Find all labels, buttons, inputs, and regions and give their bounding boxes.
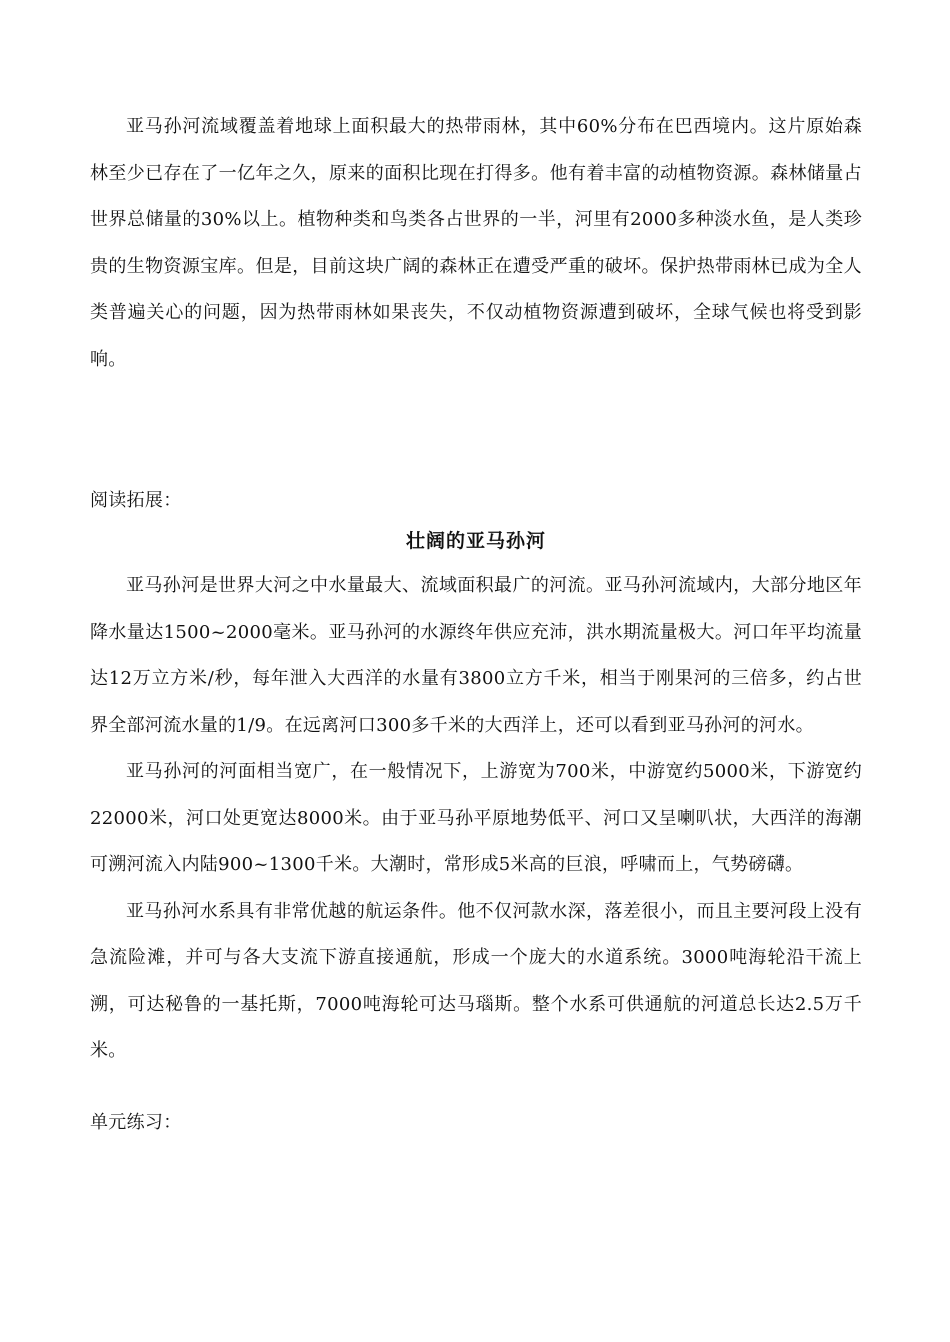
article-paragraph: 亚马孙河的河面相当宽广，在一般情况下，上游宽为700米，中游宽约5000米，下游宽约22000米，河口处更宽达8000米。由于亚马孙平原地势低平、河口又呈喇叭状，大西洋的海潮可溯河流入内陆900~1300千米。大潮时，常形成5米高的巨浪，呼啸而上，气势磅礴。: [90, 761, 862, 875]
article-title: 壮阔的亚马孙河: [405, 530, 546, 552]
paragraph-spacer: [90, 383, 862, 483]
intro-paragraph: 亚马孙河流域覆盖着地球上面积最大的热带雨林，其中60%分布在巴西境内。这片原始森林至少已存在了一亿年之久，原来的面积比现在打得多。他有着丰富的动植物资源。森林储量占世界总储量的30%以上。植物种类和鸟类各占世界的一半，河里有2000多种淡水鱼，是人类珍贵的生物资源宝库。但是，目前这块广阔的森林正在遭受严重的破坏。保护热带雨林已成为全人类普遍关心的问题，因为热带雨林如果丧失，不仅动植物资源遭到破坏，全球气候也将受到影响。: [90, 116, 862, 370]
article-paragraph: 亚马孙河水系具有非常优越的航运条件。他不仅河款水深，落差很小，而且主要河段上没有急流险滩，并可与各大支流下游直接通航，形成一个庞大的水道系统。3000吨海轮沿干流上溯，可达秘鲁的一基托斯，7000吨海轮可达马瑙斯。整个水系可供通航的河道总长达2.5万千米。: [90, 900, 862, 1061]
section-spacer: [90, 1075, 862, 1105]
document-body: [90, 104, 862, 1141]
reading-extension-label: 阅读拓展：: [90, 490, 182, 511]
article-paragraph: 亚马孙河是世界大河之中水量最大、流域面积最广的河流。亚马孙河流域内，大部分地区年降水量达1500~2000毫米。亚马孙河的水源终年供应充沛，洪水期流量极大。河口年平均流量达12万立方米/秒，每年泄入大西洋的水量有3800立方千米，相当于刚果河的三倍多，约占世界全部河流水量的1/9。在远离河口300多千米的大西洋上，还可以看到亚马孙河的河水。: [90, 575, 862, 736]
unit-exercise-label: 单元练习：: [90, 1111, 182, 1133]
